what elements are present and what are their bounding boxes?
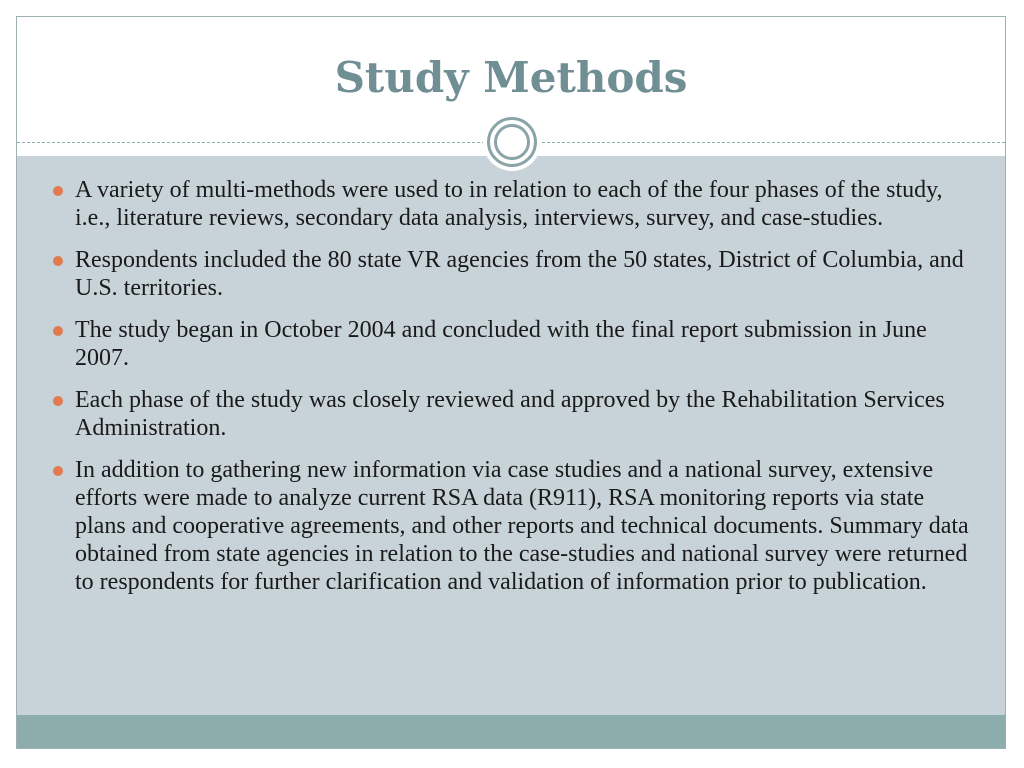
bullet-item xyxy=(49,246,979,302)
bullet-dot-icon xyxy=(53,396,63,406)
slide xyxy=(16,16,1006,749)
bullet-item xyxy=(49,386,979,442)
bullet-item xyxy=(49,456,979,596)
footer-band xyxy=(17,715,1005,749)
bullet-item xyxy=(49,316,979,372)
bullet-dot-icon xyxy=(53,326,63,336)
bullet-text: Each phase of the study was closely reviewed and approved by the Rehabilitation Services Administration. xyxy=(75,387,945,441)
bullet-list xyxy=(49,176,979,610)
bullet-text: The study began in October 2004 and concluded with the final report submission in June 2007. xyxy=(75,317,927,371)
bullet-dot-icon xyxy=(53,466,63,476)
bullet-dot-icon xyxy=(53,256,63,266)
bullet-dot-icon xyxy=(53,186,63,196)
bullet-text: In addition to gathering new information via case studies and a national survey, extensive efforts were made to analyze current RSA data (R911), RSA monitoring reports via state plans and cooperative agreements, and other reports and technical documents. Summary data obtained from state agencies in relation to the case-studies and national survey were returned to respondents for further clarification and validation of information prior to publication. xyxy=(75,457,969,595)
bullet-text: Respondents included the 80 state VR agencies from the 50 states, District of Columbia, and U.S. territories. xyxy=(75,247,964,301)
bullet-item xyxy=(49,176,979,232)
circle-ornament-inner xyxy=(494,124,530,160)
slide-title: Study Methods xyxy=(334,53,688,102)
bullet-text: A variety of multi-methods were used to in relation to each of the four phases of the study, i.e., literature reviews, secondary data analysis, interviews, survey, and case-studies. xyxy=(75,177,943,231)
